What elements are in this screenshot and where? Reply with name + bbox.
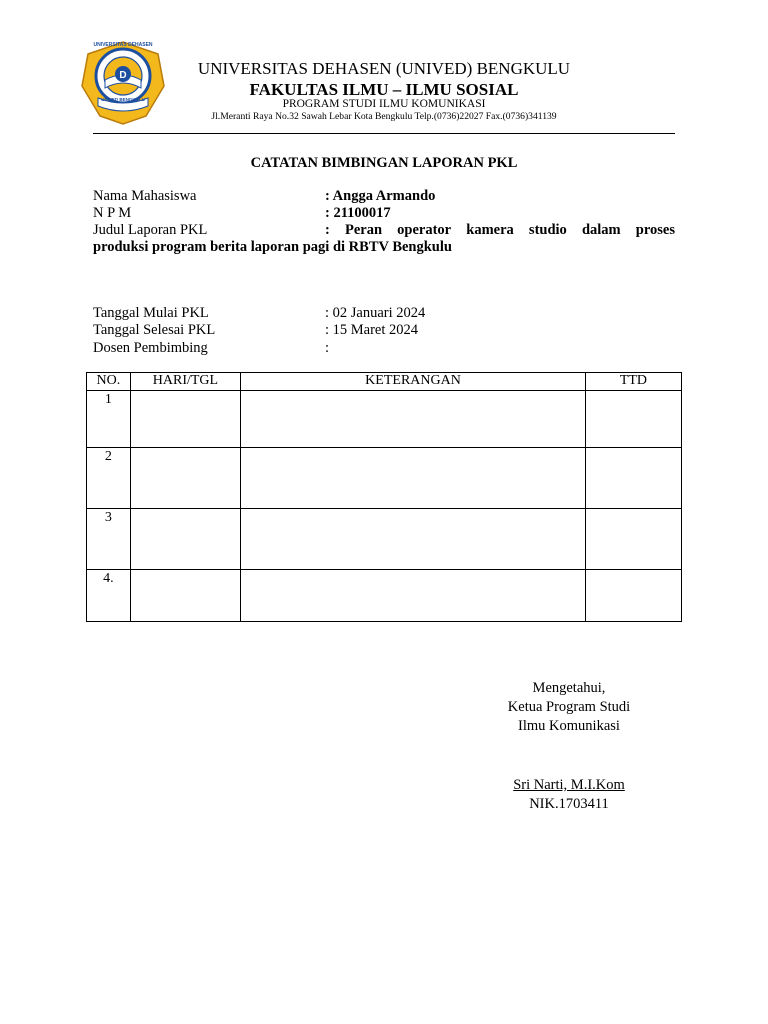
row-hari-tgl: [130, 448, 240, 509]
signature-name: [469, 777, 669, 794]
nama-label: Nama Mahasiswa: [93, 188, 197, 204]
study-program: PROGRAM STUDI ILMU KOMUNIKASI: [282, 98, 486, 110]
signature-nik: NIK.1703411: [529, 796, 609, 812]
header-divider: [93, 133, 675, 134]
signature-position: Ketua Program Studi: [507, 699, 631, 715]
judul-value-line2: produksi program berita laporan pagi di RBTV Bengkulu: [93, 239, 452, 255]
row-hari-tgl: [130, 391, 240, 448]
header-hari-tgl: HARI/TGL: [130, 373, 240, 391]
row-keterangan: [241, 570, 586, 622]
judul-value-line1: [325, 222, 675, 239]
table-row: [87, 570, 682, 622]
nama-value-text: : Angga Armando: [325, 188, 436, 204]
judul-word: Peran: [344, 222, 383, 238]
header-no: NO.: [87, 373, 131, 391]
row-ttd: [585, 509, 681, 570]
row-no: 4.: [87, 570, 131, 622]
header-ttd: TTD: [585, 373, 681, 391]
nama-value: [325, 188, 435, 205]
tanggal-mulai-value: : 02 Januari 2024: [325, 305, 426, 321]
row-no: 2: [87, 448, 131, 509]
dosen-label: Dosen Pembimbing: [93, 340, 208, 356]
row-ttd: [585, 391, 681, 448]
address-line: Jl.Meranti Raya No.32 Sawah Lebar Kota Bengkulu Telp.(0736)22027 Fax.(0736)341139: [211, 111, 557, 122]
signature-name-text: Sri Narti, M.I.Kom: [513, 777, 625, 793]
tanggal-selesai-label: Tanggal Selesai PKL: [93, 322, 216, 338]
row-no: 1: [87, 391, 131, 448]
logo-banner-text: UNIVED BENGKULU: [101, 97, 145, 102]
npm-value: : 21100017: [325, 205, 391, 221]
row-no: 3: [87, 509, 131, 570]
row-keterangan: [241, 391, 586, 448]
row-keterangan: [241, 448, 586, 509]
table-row: [87, 391, 682, 448]
row-ttd: [585, 448, 681, 509]
row-ttd: [585, 570, 681, 622]
signature-acknowledged: Mengetahui,: [532, 680, 606, 696]
judul-word: dalam: [581, 222, 621, 238]
table-row: [87, 448, 682, 509]
header-keterangan: KETERANGAN: [241, 373, 586, 391]
guidance-log-table: [86, 372, 682, 622]
table-row: [87, 509, 682, 570]
judul-word: :: [325, 222, 330, 238]
logo-ring-text: UNIVERSITAS DEHASEN: [93, 42, 153, 48]
judul-word: kamera: [466, 222, 514, 238]
svg-text:D: D: [119, 70, 127, 81]
signature-program: Ilmu Komunikasi: [518, 718, 620, 734]
table-header-row: [87, 373, 682, 391]
judul-word: operator: [397, 222, 452, 238]
tanggal-mulai-label: Tanggal Mulai PKL: [93, 305, 209, 321]
judul-word: proses: [635, 222, 675, 238]
judul-word: studio: [528, 222, 567, 238]
faculty-name: FAKULTAS ILMU – ILMU SOSIAL: [249, 80, 519, 99]
document-title: CATATAN BIMBINGAN LAPORAN PKL: [250, 155, 518, 171]
npm-label: N P M: [93, 205, 132, 221]
university-name: UNIVERSITAS DEHASEN (UNIVED) BENGKULU: [197, 59, 571, 78]
row-keterangan: [241, 509, 586, 570]
row-hari-tgl: [130, 509, 240, 570]
row-hari-tgl: [130, 570, 240, 622]
judul-label: Judul Laporan PKL: [93, 222, 208, 238]
tanggal-selesai-value: : 15 Maret 2024: [325, 322, 419, 338]
dosen-value: :: [325, 340, 330, 356]
